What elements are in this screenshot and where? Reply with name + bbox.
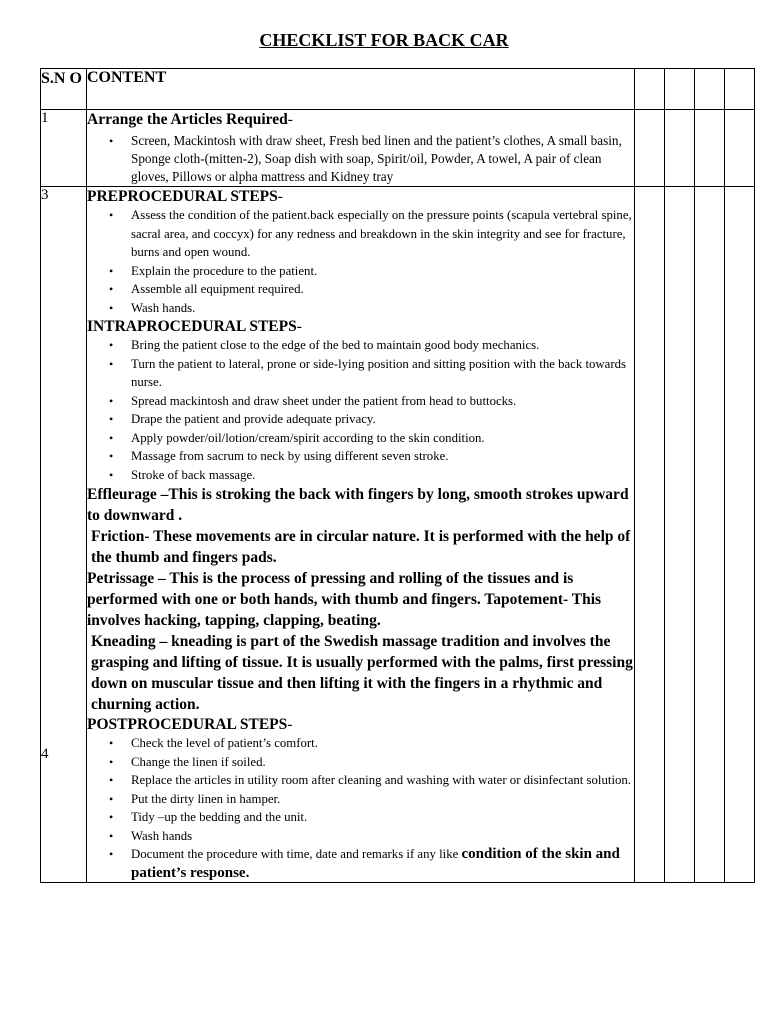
list-item: • Bring the patient close to the edge of the bed to maintain good body mechanics.: [131, 336, 634, 355]
heading-text: Arrange the Articles Required: [87, 111, 288, 128]
row-number: 1: [41, 110, 87, 187]
heading-text: POSTPROCEDURAL STEPS: [87, 716, 288, 733]
friction-paragraph: [87, 526, 634, 568]
effleurage-term: Effleurage: [87, 486, 157, 503]
postprocedural-list: [87, 734, 634, 882]
heading-text: PREPROCEDURAL STEPS: [87, 188, 278, 205]
list-item: • Turn the patient to lateral, prone or side-lying position and sitting position with the back towards nurse.: [131, 355, 634, 392]
check-box-cell[interactable]: [665, 110, 695, 187]
check-column-1: [635, 69, 665, 110]
section-heading: [87, 715, 634, 734]
articles-list: [87, 132, 634, 186]
check-box-cell[interactable]: [635, 110, 665, 187]
kneading-paragraph: [87, 631, 634, 715]
header-row: [41, 69, 755, 110]
document-step-bold: condition of the skin and patient’s response.: [131, 846, 620, 881]
list-item: • Check the level of patient’s comfort.: [131, 734, 634, 753]
tapotement-term: Tapotement: [484, 591, 563, 608]
tapotement-text: - This involves hacking, tapping, clapping, beating.: [87, 591, 602, 629]
heading-suffix: -: [296, 318, 302, 335]
list-item: • Change the linen if soiled.: [131, 753, 634, 772]
heading-text: INTRAPROCEDURAL STEPS: [87, 318, 297, 335]
list-item: • Put the dirty linen in hamper.: [131, 790, 634, 809]
kneading-term: Kneading: [91, 633, 156, 650]
check-box-cell[interactable]: [695, 187, 725, 883]
heading-suffix: -: [287, 716, 293, 733]
list-item: • Wash hands: [131, 827, 634, 846]
check-box-cell[interactable]: [695, 110, 725, 187]
section-heading: [87, 317, 634, 336]
document-step-text: Document the procedure with time, date and remarks if any like: [131, 847, 462, 861]
list-item: • Tidy –up the bedding and the unit.: [131, 808, 634, 827]
list-item: • Massage from sacrum to neck by using different seven stroke.: [131, 447, 634, 466]
friction-text: - These movements are in circular nature. It is performed with the help of the thumb and fingers pads.: [91, 528, 631, 566]
preprocedural-list: [87, 206, 634, 317]
table-row: [41, 187, 755, 883]
content-header: CONTENT: [87, 69, 635, 110]
row-number-cell: [41, 187, 87, 883]
petrissage-text: – This is the process of pressing and rolling of the tissues and is performed with one or both hands, with thumb and fingers.: [87, 570, 574, 608]
section-heading: [87, 187, 634, 206]
page-title: CHECKLIST FOR BACK CAR: [259, 30, 509, 50]
row-content: [87, 110, 635, 187]
list-item: • Stroke of back massage.: [131, 466, 634, 485]
list-item: • Replace the articles in utility room after cleaning and washing with water or disinfectant solution.: [131, 771, 634, 790]
petrissage-term: Petrissage: [87, 570, 155, 587]
row-content: [87, 187, 635, 883]
check-box-cell[interactable]: [665, 187, 695, 883]
checklist-table: [40, 68, 755, 883]
effleurage-paragraph: [87, 484, 634, 526]
list-item: • Assemble all equipment required.: [131, 280, 634, 299]
list-item: [131, 845, 634, 882]
check-box-cell[interactable]: [635, 187, 665, 883]
row-number: 3: [41, 187, 49, 203]
list-item: • Spread mackintosh and draw sheet under the patient from head to buttocks.: [131, 392, 634, 411]
intraprocedural-list: [87, 336, 634, 484]
effleurage-text: –This is stroking the back with fingers by long, smooth strokes upward to downward .: [87, 486, 629, 524]
check-column-3: [695, 69, 725, 110]
check-column-4: [725, 69, 755, 110]
check-box-cell[interactable]: [725, 187, 755, 883]
friction-term: Friction: [91, 528, 145, 545]
list-item: • Assess the condition of the patient.back especially on the pressure points (scapula vertebral spine, sacral area, and coccyx) for any redness and breakdown in the skin integrity and see for fracture, burns and open wound.: [131, 206, 634, 262]
list-item: • Apply powder/oil/lotion/cream/spirit according to the skin condition.: [131, 429, 634, 448]
list-item: • Drape the patient and provide adequate privacy.: [131, 410, 634, 429]
row-number-lower: 4: [41, 746, 49, 762]
list-item: • Wash hands.: [131, 299, 634, 318]
section-heading: [87, 110, 634, 129]
petrissage-paragraph: [87, 568, 634, 631]
table-row: [41, 110, 755, 187]
list-item: • Explain the procedure to the patient.: [131, 262, 634, 281]
list-item: • Screen, Mackintosh with draw sheet, Fresh bed linen and the patient’s clothes, A small basin, Sponge cloth-(mitten-2), Soap dish with soap, Spirit/oil, Powder, A towel, A pair of clean gloves, Pillows or alpha mattress and Kidney tray: [131, 132, 634, 186]
kneading-text: – kneading is part of the Swedish massage tradition and involves the grasping and lifting of tissue. It is usually performed with the palms, first pressing down on muscular tissue and then lifting it with the fingers in a rhythmic and churning action.: [91, 633, 633, 713]
heading-suffix: -: [277, 188, 283, 205]
heading-suffix: -: [287, 111, 293, 128]
check-box-cell[interactable]: [725, 110, 755, 187]
sno-header: S.N O: [41, 69, 87, 110]
check-column-2: [665, 69, 695, 110]
